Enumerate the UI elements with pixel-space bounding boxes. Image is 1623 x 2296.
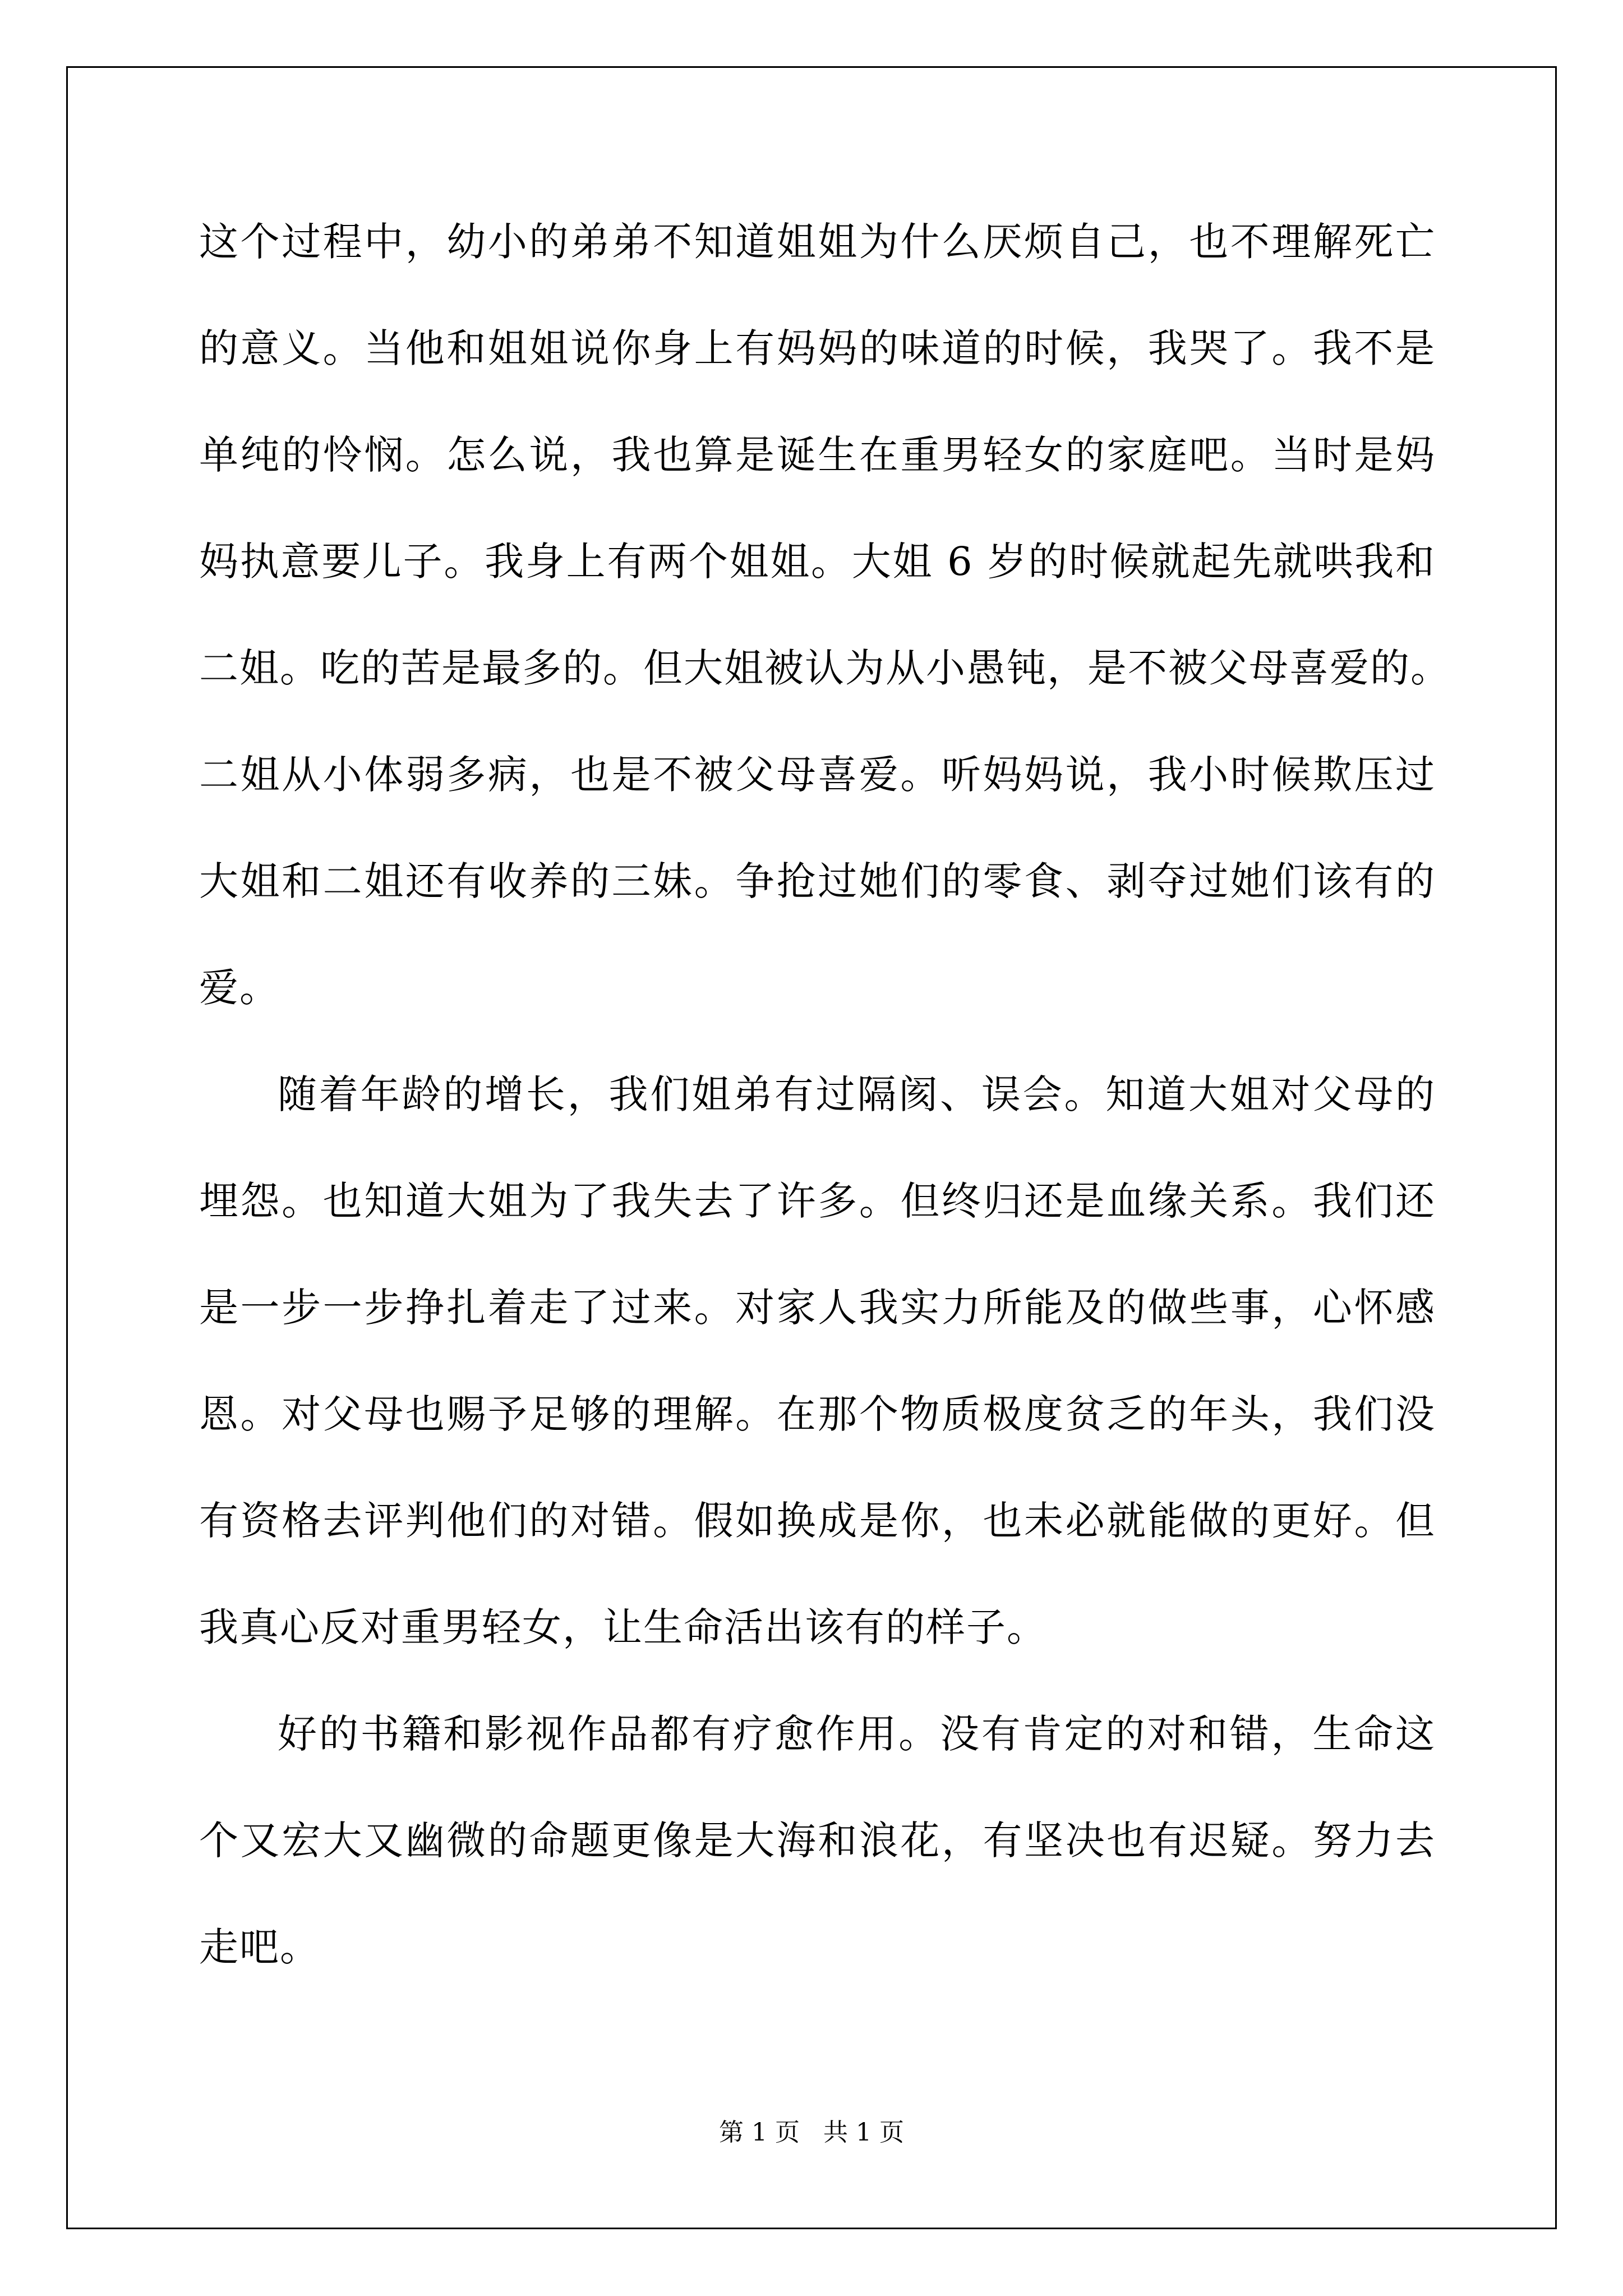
text-line-12: 恩。对父母也赐予足够的理解。在那个物质极度贫乏的年头，我们没: [199, 1391, 1436, 1437]
text-line-7: 大姐和二姐还有收养的三妹。争抢过她们的零食、剥夺过她们该有的: [199, 858, 1436, 904]
page-number: 第 1 页 共 1 页: [719, 2118, 904, 2147]
text-line-9: 随着年龄的增长，我们姐弟有过隔阂、误会。知道大姐对父母的: [278, 1071, 1436, 1117]
text-line-13: 有资格去评判他们的对错。假如换成是你，也未必就能做的更好。但: [199, 1498, 1436, 1544]
text-line-15: 好的书籍和影视作品都有疗愈作用。没有肯定的对和错，生命这: [278, 1711, 1436, 1757]
text-line-5: 二姐。吃的苦是最多的。但大姐被认为从小愚钝，是不被父母喜爱的。: [199, 645, 1451, 691]
text-line-11: 是一步一步挣扎着走了过来。对家人我实力所能及的做些事，心怀感: [199, 1285, 1436, 1331]
text-line-8: 爱。: [199, 965, 280, 1011]
text-line-14: 我真心反对重男轻女，让生命活出该有的样子。: [199, 1604, 1047, 1650]
text-line-3: 单纯的怜悯。怎么说，我也算是诞生在重男轻女的家庭吧。当时是妈: [199, 432, 1436, 478]
text-line-4: 妈执意要儿子。我身上有两个姐姐。大姐 6 岁的时候就起先就哄我和: [199, 539, 1436, 585]
text-line-10: 埋怨。也知道大姐为了我失去了许多。但终归还是血缘关系。我们还: [199, 1178, 1436, 1224]
text-line-17: 走吧。: [199, 1924, 320, 1970]
text-line-1: 这个过程中，幼小的弟弟不知道姐姐为什么厌烦自己，也不理解死亡: [199, 219, 1436, 265]
text-line-2: 的意义。当他和姐姐说你身上有妈妈的味道的时候，我哭了。我不是: [199, 325, 1436, 371]
document-body: [199, 211, 1451, 2023]
text-line-16: 个又宏大又幽微的命题更像是大海和浪花，有坚决也有迟疑。努力去: [199, 1818, 1436, 1864]
text-line-6: 二姐从小体弱多病，也是不被父母喜爱。听妈妈说，我小时候欺压过: [199, 752, 1436, 798]
